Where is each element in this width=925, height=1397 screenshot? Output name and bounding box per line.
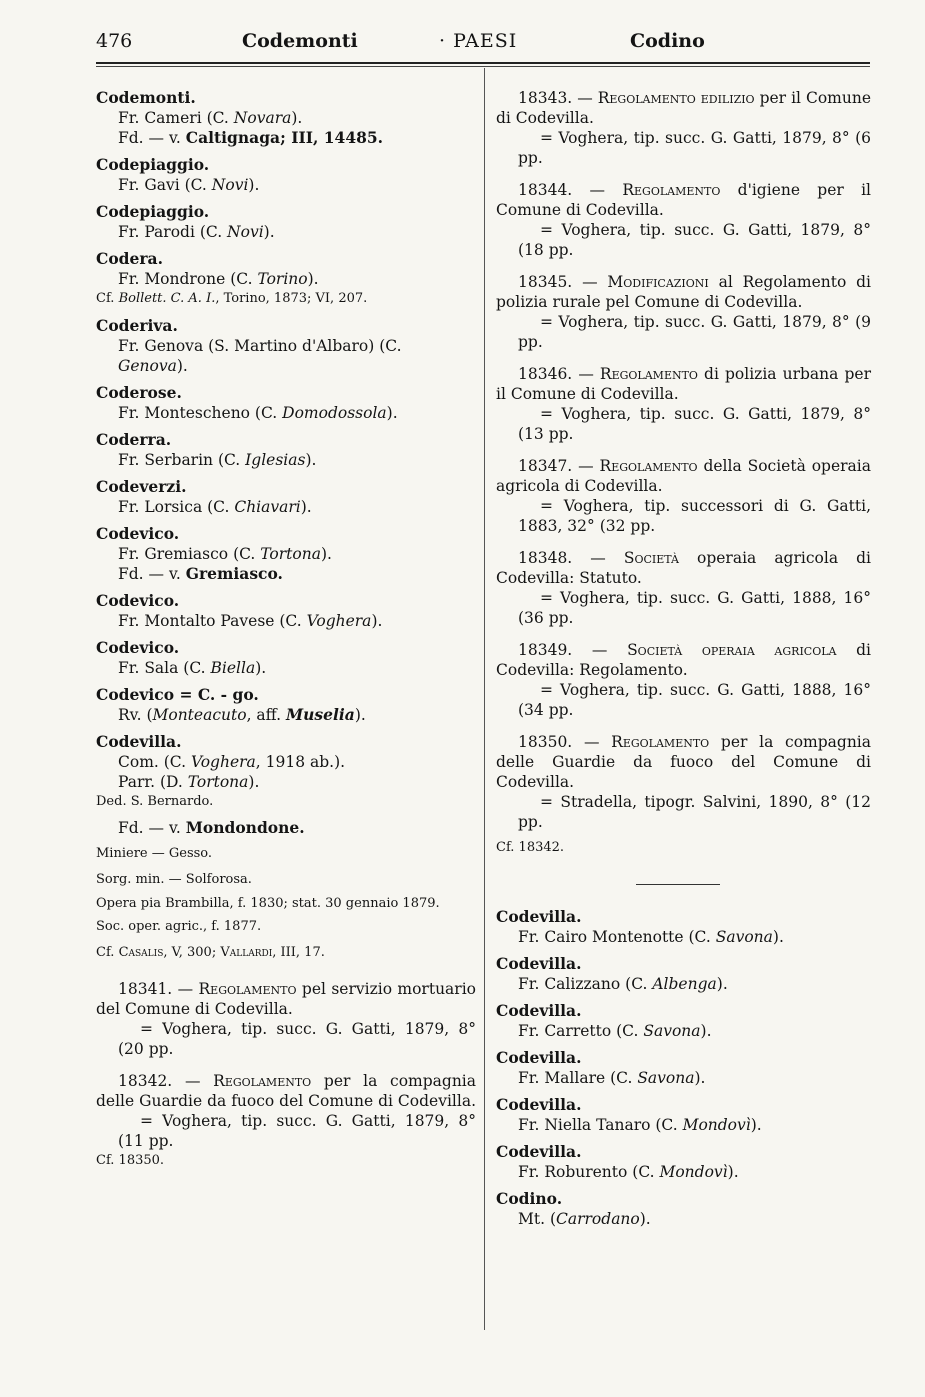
gazetteer-entry [96, 477, 476, 517]
publication-line: = Stradella, tipogr. Salvini, 1890, 8° (12 pp. [518, 793, 871, 831]
entry-fd: Fd. — v. Gremiasco. [118, 564, 283, 583]
gazetteer-entry [496, 1001, 871, 1041]
entry-head: Codevico. [96, 638, 180, 657]
publication-line: = Voghera, tip. succ. G. Gatti, 1879, 8° (6 pp. [518, 129, 871, 167]
entry-head: Coderra. [96, 430, 172, 449]
entry-line: Fr. Gremiasco (C. Tortona). [118, 545, 332, 563]
entry-line: Fr. Mallare (C. Savona). [518, 1069, 706, 1087]
publication-line: = Voghera, tip. successori di G. Gatti, 1883, 32° (32 pp. [518, 497, 871, 535]
entry-head: Codino. [496, 1189, 563, 1208]
entry-fd: Fd. — v. Caltignaga; III, 14485. [118, 128, 384, 147]
entry-line: Fr. Cairo Montenotte (C. Savona). [518, 928, 784, 946]
header-section: · PAESI [439, 30, 518, 52]
gazetteer-entry [496, 907, 871, 947]
gazetteer-entry [96, 88, 476, 148]
publication-line: = Voghera, tip. succ. G. Gatti, 1888, 16° (36 pp. [518, 589, 871, 627]
cross-reference: Cf. 18342. [496, 840, 565, 855]
entry-com: Com. (C. Voghera, 1918 ab.). [118, 753, 346, 771]
header-left-word: Codemonti [242, 30, 358, 52]
entry-line: Fr. Cameri (C. Novara). [118, 109, 303, 127]
entry-head: Coderose. [96, 383, 182, 402]
publication-line: = Voghera, tip. succ. G. Gatti, 1879, 8° (18 pp. [518, 221, 871, 259]
entry-head: Codevico = C. - go. [96, 685, 259, 704]
gazetteer-entry [496, 1142, 871, 1182]
entry-head: Codevilla. [496, 1048, 582, 1067]
gazetteer-entry [496, 1095, 871, 1135]
entry-line: Fr. Mondrone (C. Torino). [118, 270, 319, 288]
entry-head: Codevilla. [496, 907, 582, 926]
commune-entry [96, 732, 476, 963]
entry-line: Rv. (Monteacuto, aff. Muselia). [118, 705, 366, 724]
publication-line: = Voghera, tip. succ. G. Gatti, 1879, 8° (11 pp. [118, 1112, 476, 1150]
entry-head: Codevilla. [96, 732, 182, 751]
left-column [96, 88, 476, 1183]
header-rule-thin [96, 66, 870, 67]
gazetteer-entry [96, 383, 476, 423]
page-header [96, 30, 870, 58]
entry-head: Codevilla. [496, 1095, 582, 1114]
entry-line: Fr. Parodi (C. Novi). [118, 223, 275, 241]
entry-head: Codeverzi. [96, 477, 187, 496]
section-separator [636, 884, 720, 885]
entry-head: Codepiaggio. [96, 155, 210, 174]
bibliography-entry: 18345. — Modificazioni al Regolamento di polizia rurale pel Comune di Codevilla. = Voghera, tip. succ. G. Gatti, 1879, 8° (9 pp. [496, 273, 871, 351]
header-rule-thick [96, 62, 870, 64]
entry-opera: Opera pia Brambilla, f. 1830; stat. 30 gennaio 1879. [96, 896, 440, 911]
entry-miniere: Miniere — Gesso. [96, 846, 213, 861]
entry-line: Fr. Serbarin (C. Iglesias). [118, 451, 317, 469]
entry-head: Codemonti. [96, 88, 196, 107]
entry-fd: Fd. — v. Mondondone. [118, 818, 305, 837]
gazetteer-entry [96, 316, 476, 376]
header-right-word: Codino [630, 30, 705, 52]
publication-line: = Voghera, tip. succ. G. Gatti, 1879, 8° (20 pp. [118, 1020, 476, 1058]
publication-line: = Voghera, tip. succ. G. Gatti, 1879, 8° (9 pp. [518, 313, 871, 351]
gazetteer-entry [96, 591, 476, 631]
entry-line: Fr. Carretto (C. Savona). [518, 1022, 712, 1040]
gazetteer-entry [96, 155, 476, 195]
publication-line: = Voghera, tip. succ. G. Gatti, 1879, 8° (13 pp. [518, 405, 871, 443]
bibliography-entry: 18342. — Regolamento per la compagnia delle Guardie da fuoco del Comune di Codevilla. = Voghera, tip. succ. G. Gatti, 1879, 8° (11 pp. Cf. 18350. [96, 1071, 476, 1171]
entry-line: Fr. Sala (C. Biella). [118, 659, 267, 677]
gazetteer-entry [96, 430, 476, 470]
cross-reference: Cf. 18350. [96, 1153, 165, 1168]
entry-head: Codevilla. [496, 954, 582, 973]
gazetteer-entry [496, 1048, 871, 1088]
entry-line: Fr. Montescheno (C. Domodossola). [118, 404, 398, 422]
entry-parr: Parr. (D. Tortona). [118, 773, 260, 791]
entry-line: Fr. Genova (S. Martino d'Albaro) (C. Genova). [118, 337, 402, 375]
bibliography-entry: 18343. — Regolamento edilizio per il Comune di Codevilla. = Voghera, tip. succ. G. Gatti, 1879, 8° (6 pp. [496, 89, 871, 167]
entry-line: Fr. Lorsica (C. Chiavari). [118, 498, 312, 516]
entry-line: Fr. Roburento (C. Mondovì). [518, 1163, 739, 1181]
gazetteer-entry [496, 954, 871, 994]
entry-line: Fr. Gavi (C. Novi). [118, 176, 260, 194]
gazetteer-entry [96, 249, 476, 309]
gazetteer-entry [96, 524, 476, 584]
entry-head: Codevico. [96, 591, 180, 610]
entry-line: Fr. Niella Tanaro (C. Mondovì). [518, 1116, 762, 1134]
bibliography-entry: 18349. — Società operaia agricola di Codevilla: Regolamento. = Voghera, tip. succ. G. Gatti, 1888, 16° (34 pp. [496, 641, 872, 719]
bibliography-entry: 18346. — Regolamento di polizia urbana per il Comune di Codevilla. = Voghera, tip. succ. G. Gatti, 1879, 8° (13 pp. [496, 365, 871, 443]
bibliography-entry: 18350. — Regolamento per la compagnia delle Guardie da fuoco del Comune di Codevilla. = Stradella, tipogr. Salvini, 1890, 8° (12 pp. Cf. 18342. [496, 732, 871, 858]
entry-soc: Soc. oper. agric., f. 1877. [96, 919, 262, 934]
page-number: 476 [96, 30, 133, 52]
gazetteer-entry [96, 638, 476, 678]
bibliography-entry: 18347. — Regolamento della Società operaia agricola di Codevilla. = Voghera, tip. successori di G. Gatti, 1883, 32° (32 pp. [496, 457, 871, 535]
entry-sorg: Sorg. min. — Solforosa. [96, 872, 252, 887]
entry-line: Fr. Montalto Pavese (C. Voghera). [118, 612, 383, 630]
entry-cf: Cf. Casalis, V, 300; Vallardi, III, 17. [96, 945, 325, 960]
bibliography-entry: 18341. — Regolamento pel servizio mortuario del Comune di Codevilla. = Voghera, tip. succ. G. Gatti, 1879, 8° (20 pp. [96, 980, 476, 1058]
right-column [496, 88, 871, 1236]
bibliography-entry: 18344. — Regolamento d'igiene per il Comune di Codevilla. = Voghera, tip. succ. G. Gatti, 1879, 8° (18 pp. [496, 181, 871, 259]
entry-head: Codera. [96, 249, 163, 268]
entry-head: Codepiaggio. [96, 202, 210, 221]
bibliography-entry: 18348. — Società operaia agricola di Codevilla: Statuto. = Voghera, tip. succ. G. Gatti, 1888, 16° (36 pp. [496, 549, 871, 627]
gazetteer-entry [96, 202, 476, 242]
entry-note: Cf. Bollett. C. A. I., Torino, 1873; VI, 207. [96, 291, 368, 306]
entry-head: Codevico. [96, 524, 180, 543]
entry-line: Fr. Calizzano (C. Albenga). [518, 975, 728, 993]
gazetteer-entry [96, 685, 476, 725]
entry-head: Codevilla. [496, 1001, 582, 1020]
column-divider [484, 68, 485, 1330]
entry-line: Mt. (Carrodano). [518, 1210, 651, 1228]
entry-head: Codevilla. [496, 1142, 582, 1161]
entry-ded: Ded. S. Bernardo. [96, 794, 214, 809]
entry-head: Coderiva. [96, 316, 178, 335]
gazetteer-entry [496, 1189, 871, 1229]
publication-line: = Voghera, tip. succ. G. Gatti, 1888, 16° (34 pp. [518, 681, 871, 719]
